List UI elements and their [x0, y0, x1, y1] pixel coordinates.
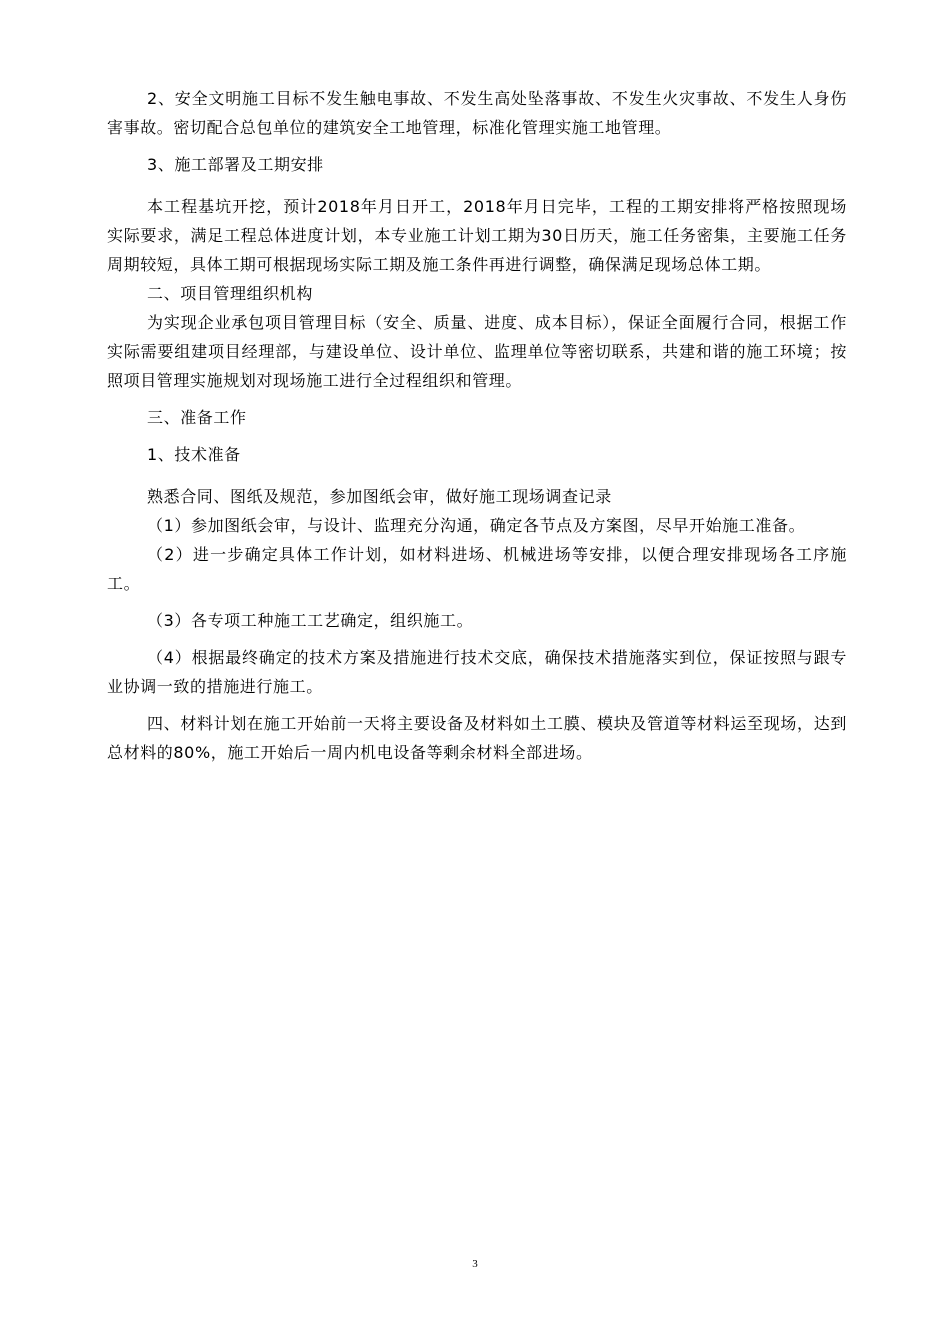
section-heading-organization: 二、项目管理组织机构 — [147, 284, 314, 303]
section-heading-deployment: 3、施工部署及工期安排 — [147, 155, 324, 174]
list-item-1: （1）参加图纸会审，与设计、监理充分沟通，确定各节点及方案图，尽早开始施工准备。 — [147, 516, 806, 535]
section-heading-preparation: 三、准备工作 — [147, 408, 247, 427]
page-body — [107, 84, 847, 767]
page-number: 3 — [472, 1258, 478, 1270]
list-item-2: （2）进一步确定具体工作计划，如材料进场、机械进场等安排，以便合理安排现场各工序施工。 — [107, 545, 847, 593]
list-item-3: （3）各专项工种施工工艺确定，组织施工。 — [147, 611, 474, 630]
safety-goal-paragraph: 2、安全文明施工目标不发生触电事故、不发生高处坠落事故、不发生火灾事故、不发生人身伤害事故。密切配合总包单位的建筑安全工地管理，标准化管理实施工地管理。 — [107, 89, 847, 137]
organization-paragraph: 为实现企业承包项目管理目标（安全、质量、进度、成本目标），保证全面履行合同，根据工作实际需要组建项目经理部，与建设单位、设计单位、监理单位等密切联系，共建和谐的施工环境；按照项目管理实施规划对现场施工进行全过程组织和管理。 — [107, 313, 847, 390]
list-item-4: （4）根据最终确定的技术方案及措施进行技术交底，确保技术措施落实到位，保证按照与跟专业协调一致的措施进行施工。 — [107, 648, 847, 696]
technical-intro-paragraph: 熟悉合同、图纸及规范，参加图纸会审，做好施工现场调查记录 — [147, 487, 612, 506]
materials-plan-paragraph: 四、材料计划在施工开始前一天将主要设备及材料如土工膜、模块及管道等材料运至现场，达到总材料的80%，施工开始后一周内机电设备等剩余材料全部进场。 — [107, 714, 847, 762]
schedule-paragraph: 本工程基坑开挖，预计2018年月日开工，2018年月日完毕，工程的工期安排将严格按照现场实际要求，满足工程总体进度计划，本专业施工计划工期为30日历天，施工任务密集，主要施工任务周期较短，具体工期可根据现场实际工期及施工条件再进行调整，确保满足现场总体工期。 — [107, 197, 847, 274]
section-heading-technical: 1、技术准备 — [147, 445, 241, 464]
